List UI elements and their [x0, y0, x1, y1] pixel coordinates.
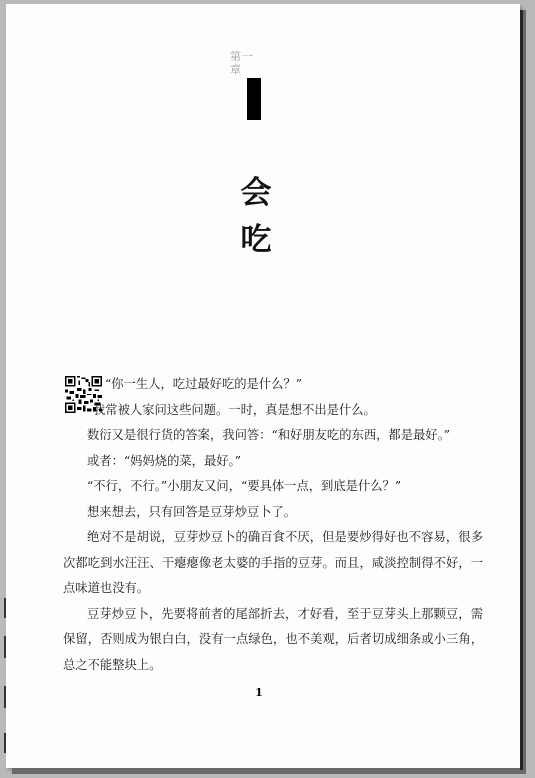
paragraph: 我常被人家问这些问题。一时，真是想不出是什么。: [93, 402, 376, 417]
paragraph: 数衍又是很行货的答案，我问答：“和好朋友吃的东西，都是最好。”: [87, 428, 451, 442]
chapter-label: 第一章: [230, 50, 254, 76]
paragraph: 想来想去，只有回答是豆芽炒豆卜了。: [87, 504, 297, 519]
chapter-title: [236, 170, 276, 264]
chapter-title-char: 吃: [240, 222, 272, 258]
paragraph: 绝对不是胡说，豆芽炒豆卜的确百食不厌，但是要炒得好也不容易，很多次都吃到水汪汪、干瘪瘪像老太婆的手指的豆芽。而且，咸淡控制得不好，一点味道也没有。: [63, 530, 483, 595]
chapter-bar: [247, 78, 261, 120]
margin-mark: [4, 636, 6, 658]
body-text: [63, 372, 483, 678]
paragraph: “你一生人，吃过最好吃的是什么？”: [105, 377, 303, 391]
page-number: 1: [255, 686, 263, 699]
margin-mark: [4, 598, 6, 618]
paragraph: 豆芽炒豆卜，先要将前者的尾部折去，才好看，至于豆芽头上那颗豆，需保留，否则成为银白白，没有一点绿色，也不美观，后者切成细条或小三角，总之不能整块上。: [63, 606, 483, 672]
chapter-title-char: 会: [240, 175, 272, 211]
page-edge-shadow: [520, 10, 523, 770]
margin-mark: [4, 733, 6, 753]
paragraph: 或者：“妈妈烧的菜，最好。”: [87, 453, 241, 468]
margin-mark: [4, 686, 6, 708]
paragraph: “不行，不行。”小朋友又问，“要具体一点，到底是什么？”: [87, 479, 402, 493]
